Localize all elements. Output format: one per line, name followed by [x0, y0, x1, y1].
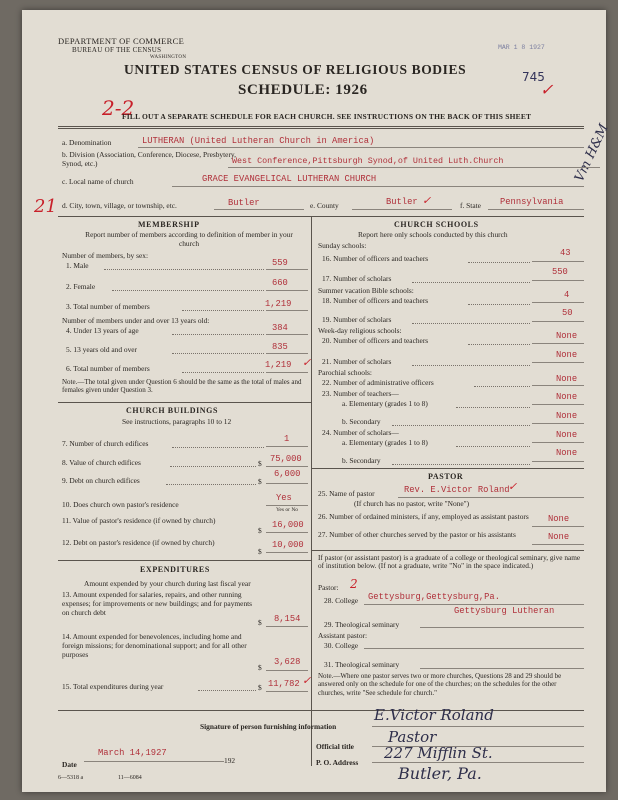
q3-value: 1,219 — [265, 299, 292, 309]
state-label: f. State — [460, 201, 481, 210]
q6-label: 6. Total number of members — [66, 364, 150, 373]
q24b-label: b. Secondary — [342, 456, 381, 465]
census-schedule-sheet: DEPARTMENT OF COMMERCE BUREAU OF THE CENSUS WASHINGTON MAR 1 8 1927 745 ✓ UNITED STATES CENSUS OF RELIGIOUS BODIES SCHEDULE: 1926 2-2 FILL OUT A SEPARATE SCHEDULE FOR EACH CHURCH. SEE INSTRUCTIONS ON THE BACK OF THIS SHEET 21 Vm H&M a. Denomination LUTHERAN (United Lutheran Church in America) b. Division (Association, Conference, Diocese, Presbytery, Synod, etc.) West Conference,Pittsburgh Synod,of United Luth.Church c. Local name of church GRACE EVANGELICAL LUTHERAN CHURCH d. City, town, village, or township, etc. Butler e. County Butler ✓ f. State Pennsylvania MEMBERSHIP Report number of members according to definition of member in your church Number of members, by sex: 1. Male 559 2. Female 660 3. Total number of members 1,219 Number of members under and over 13 years old: 4. Under 13 years of age 384 5. 13 years old and over 835 6. Total number of members 1,219 ✓ Note.—The total given under Question 6 should be the same as the total of males and females given under Question 3. CHURCH BUILDINGS See instructions, paragraphs 10 to 12 7. Number of church edifices 1 8. Value of church edifices $ 75,000 9. Debt on church edifices $ 6,000 10. Does church own pastor's residence Yes Yes or No 11. Value of pastor's residence (if owned by church) $ 16,000 12. Debt on pastor's residence (if owned by church) $ 10,000 EXPENDITURES Amount expended by your church during last fiscal year 13. Amount expended for salaries, repairs, and other running expenses; for improvements or new buildings; and for payments on church debt $ 8,154 14. Amount expended for benevolences, including home and foreign missions; for denominational support; and for all other purposes $ 3,628 15. Total expenditures during year $ 11,782 ✓ CHURCH SCHOOLS Report here only schools conducted by this church Sunday schools: 16. Number of officers and teachers 43 17. Number of scholars 550 Summer vacation Bible schools: 18. Number of officers and teachers 4 19. Number of scholars 50 Week-day religious schools: 20. Number of officers and teachers None 21. Number of scholars None Parochial schools: 22. Number of administrative officers None 23. Number of teachers— a. Elementary (grades 1 to 8) None b. Secondary None 24. Number of scholars— a. Elementary (grades 1 to 8) None b. Secondary None PASTOR 25. Name of pastor Rev. E.Victor Roland ✓ (If church has no pastor, write "None") 26. Number of ordained ministers, if any, employed as assistant pastors None 27. Number of other churches served by the pastor or his assistants None If pastor (or assistant pastor) is a graduate of a college or theological seminary, give name of institution below. (If not a graduate, write "No" in the space indicated.) Pastor: 2 28. College Gettysburg,Gettysburg,Pa. Gettysburg Lutheran 29. Theological seminary Assistant pastor: 30. College 31. Theological seminary Note.—Where one pastor serves two or more churches, Questions 28 and 29 should be answered only on the schedule for one of the churches; on the schedules for the other churches, write "See schedule for church." Signature of person furnishing information E.Victor Roland Official title Pastor Date March 14,1927 192 P. O. Address 227 Mifflin St. Butler, Pa. 6—5318 a 11—6084 — [22, 10, 606, 792]
q17-value: 550 — [552, 267, 568, 277]
q12-label: 12. Debt on pastor's residence (if owned by church) — [62, 538, 215, 547]
q15-label: 15. Total expenditures during year — [62, 682, 164, 691]
q8-label: 8. Value of church edifices — [62, 458, 141, 467]
check-mark-icon: ✓ — [422, 194, 432, 207]
county-label: e. County — [310, 201, 339, 210]
pastor-note: Note.—Where one pastor serves two or more churches, Questions 28 and 29 should be answered only on the schedule for one of the churches; on the schedules for the other churches, write "See schedule for church." — [318, 672, 562, 697]
q29-label: 29. Theological seminary — [324, 620, 400, 629]
q20-label: 20. Number of officers and teachers — [322, 336, 429, 345]
q13-label: 13. Amount expended for salaries, repairs, and other running expenses; for improvements or new buildings; and for payments on church debt — [62, 590, 253, 617]
q29-value: Gettysburg Lutheran — [454, 606, 555, 616]
q16-value: 43 — [560, 248, 571, 258]
q27-label: 27. Number of other churches served by the pastor or his assistants — [318, 530, 516, 539]
q11-value: 16,000 — [272, 520, 304, 530]
year-suffix: 192 — [224, 756, 236, 765]
q14-label: 14. Amount expended for benevolences, including home and foreign missions; for denominational support; and for all other purposes — [62, 632, 247, 659]
check-mark-icon: ✓ — [540, 80, 554, 99]
q4-value: 384 — [272, 323, 288, 333]
q18-label: 18. Number of officers and teachers — [322, 296, 429, 305]
division-label: b. Division (Association, Conference, Diocese, Presbytery, Synod, etc.) — [62, 150, 236, 168]
by-sex-label: Number of members, by sex: — [62, 251, 148, 260]
denomination-label: a. Denomination — [62, 138, 112, 147]
po-address-city: Butler, Pa. — [398, 764, 482, 783]
q4-label: 4. Under 13 years of age — [66, 326, 139, 335]
weekday-label: Week-day religious schools: — [318, 326, 402, 335]
pastor-mark: 2 — [350, 577, 358, 591]
q3-label: 3. Total number of members — [66, 302, 150, 311]
q1-value: 559 — [272, 258, 288, 268]
q26-label: 26. Number of ordained ministers, if any, employed as assistant pastors — [318, 512, 529, 521]
check-mark-icon: ✓ — [302, 356, 312, 369]
local-name-value: GRACE EVANGELICAL LUTHERAN CHURCH — [202, 174, 377, 184]
city-field-label: d. City, town, village, or township, etc. — [62, 201, 177, 210]
q11-label: 11. Value of pastor's residence (if owned by church) — [62, 516, 216, 525]
membership-heading: MEMBERSHIP — [138, 220, 200, 229]
membership-note: Note.—The total given under Question 6 should be the same as the total of males and females given under Question 3. — [62, 378, 302, 395]
q19-value: 50 — [562, 308, 573, 318]
q23b-label: b. Secondary — [342, 417, 381, 426]
q23a-label: a. Elementary (grades 1 to 8) — [342, 399, 428, 408]
age-intro-label: Number of members under and over 13 years old: — [62, 316, 210, 325]
q1-label: 1. Male — [66, 261, 89, 270]
q31-label: 31. Theological seminary — [324, 660, 400, 669]
q24b-value: None — [556, 448, 578, 458]
side-initials: Vm H&M — [572, 121, 612, 185]
q12-value: 10,000 — [272, 540, 304, 550]
membership-intro: Report number of members according to definition of member in your church — [85, 230, 293, 248]
q17-label: 17. Number of scholars — [322, 274, 392, 283]
city-value: Butler — [228, 198, 260, 208]
pastor-heading: PASTOR — [428, 472, 464, 481]
division-value: West Conference,Pittsburgh Synod,of United Luth.Church — [232, 156, 504, 166]
print-number: 11—6084 — [118, 775, 142, 781]
instruction-line: FILL OUT A SEPARATE SCHEDULE FOR EACH CHURCH. SEE INSTRUCTIONS ON THE BACK OF THIS SHEET — [122, 112, 532, 121]
q25-note: (If church has no pastor, write "None") — [354, 499, 470, 508]
q24a-value: None — [556, 430, 578, 440]
q21-value: None — [556, 350, 578, 360]
parochial-label: Parochial schools: — [318, 368, 372, 377]
q5-value: 835 — [272, 342, 288, 352]
official-title-label: Official title — [316, 742, 354, 751]
q22-label: 22. Number of administrative officers — [322, 378, 434, 387]
q6-value: 1,219 — [265, 360, 292, 370]
q18-value: 4 — [564, 290, 570, 300]
q9-value: 6,000 — [274, 469, 301, 479]
q9-label: 9. Debt on church edifices — [62, 476, 140, 485]
form-number: 6—5318 a — [58, 775, 84, 781]
q26-value: None — [548, 514, 570, 524]
pastor-sub-label: Pastor: — [318, 583, 339, 592]
q19-label: 19. Number of scholars — [322, 315, 392, 324]
q30-label: 30. College — [324, 641, 359, 650]
q25-label: 25. Name of pastor — [318, 489, 375, 498]
schools-heading: CHURCH SCHOOLS — [394, 220, 479, 229]
denomination-value: LUTHERAN (United Lutheran Church in America) — [142, 136, 375, 146]
form-title: UNITED STATES CENSUS OF RELIGIOUS BODIES — [124, 62, 467, 77]
graduate-note: If pastor (or assistant pastor) is a graduate of a college or theological seminary, give name of institution below. (If not a graduate, write "No" in the space indicated.) — [318, 553, 581, 571]
q24-label: 24. Number of scholars— — [322, 428, 399, 437]
q21-label: 21. Number of scholars — [322, 357, 392, 366]
q27-value: None — [548, 532, 570, 542]
schedule-number: 745 — [522, 70, 545, 84]
signature-value: E.Victor Roland — [374, 706, 494, 724]
q16-label: 16. Number of officers and teachers — [322, 254, 429, 263]
department-label: DEPARTMENT OF COMMERCE — [58, 36, 185, 46]
schedule-title: SCHEDULE: 1926 — [238, 82, 368, 98]
received-stamp: MAR 1 8 1927 — [498, 44, 545, 51]
left-mark: 2-2 — [102, 96, 135, 120]
check-mark-icon: ✓ — [508, 480, 518, 493]
q28-value: Gettysburg,Gettysburg,Pa. — [368, 592, 500, 602]
q7-value: 1 — [284, 434, 290, 444]
signature-label: Signature of person furnishing information — [200, 722, 337, 731]
buildings-intro: See instructions, paragraphs 10 to 12 — [122, 417, 232, 426]
schools-intro: Report here only schools conducted by this church — [358, 230, 508, 239]
expenditures-intro: Amount expended by your church during last fiscal year — [84, 579, 251, 588]
q14-value: 3,628 — [274, 657, 301, 667]
county-value: Butler — [386, 197, 418, 207]
q10-label: 10. Does church own pastor's residence — [62, 500, 179, 509]
yes-no-hint: Yes or No — [276, 507, 299, 513]
q2-label: 2. Female — [66, 282, 96, 291]
po-address-value: 227 Mifflin St. — [384, 744, 493, 762]
q20-value: None — [556, 331, 578, 341]
sunday-label: Sunday schools: — [318, 241, 367, 250]
local-name-label: c. Local name of church — [62, 177, 134, 186]
q8-value: 75,000 — [270, 454, 302, 464]
q22-value: None — [556, 374, 578, 384]
q15-value: 11,782 — [268, 679, 300, 689]
buildings-heading: CHURCH BUILDINGS — [126, 406, 219, 415]
q2-value: 660 — [272, 278, 288, 288]
q25-value: Rev. E.Victor Roland — [404, 485, 510, 495]
q28-label: 28. College — [324, 596, 359, 605]
check-mark-icon: ✓ — [302, 674, 312, 687]
date-value: March 14,1927 — [98, 748, 167, 758]
q5-label: 5. 13 years old and over — [66, 345, 138, 354]
assistant-label: Assistant pastor: — [318, 631, 368, 640]
expenditures-heading: EXPENDITURES — [140, 565, 210, 574]
q24a-label: a. Elementary (grades 1 to 8) — [342, 438, 428, 447]
q13-value: 8,154 — [274, 614, 301, 624]
official-title-value: Pastor — [388, 728, 437, 746]
po-address-label: P. O. Address — [316, 758, 359, 767]
q23-label: 23. Number of teachers— — [322, 389, 399, 398]
bureau-label: BUREAU OF THE CENSUS — [72, 46, 162, 54]
state-value: Pennsylvania — [500, 197, 564, 207]
q10-value: Yes — [276, 493, 292, 503]
q7-label: 7. Number of church edifices — [62, 439, 149, 448]
q23b-value: None — [556, 411, 578, 421]
margin-mark: 21 — [34, 196, 57, 217]
city-label: WASHINGTON — [150, 55, 187, 60]
summer-label: Summer vacation Bible schools: — [318, 286, 414, 295]
date-label: Date — [62, 760, 77, 769]
q23a-value: None — [556, 392, 578, 402]
